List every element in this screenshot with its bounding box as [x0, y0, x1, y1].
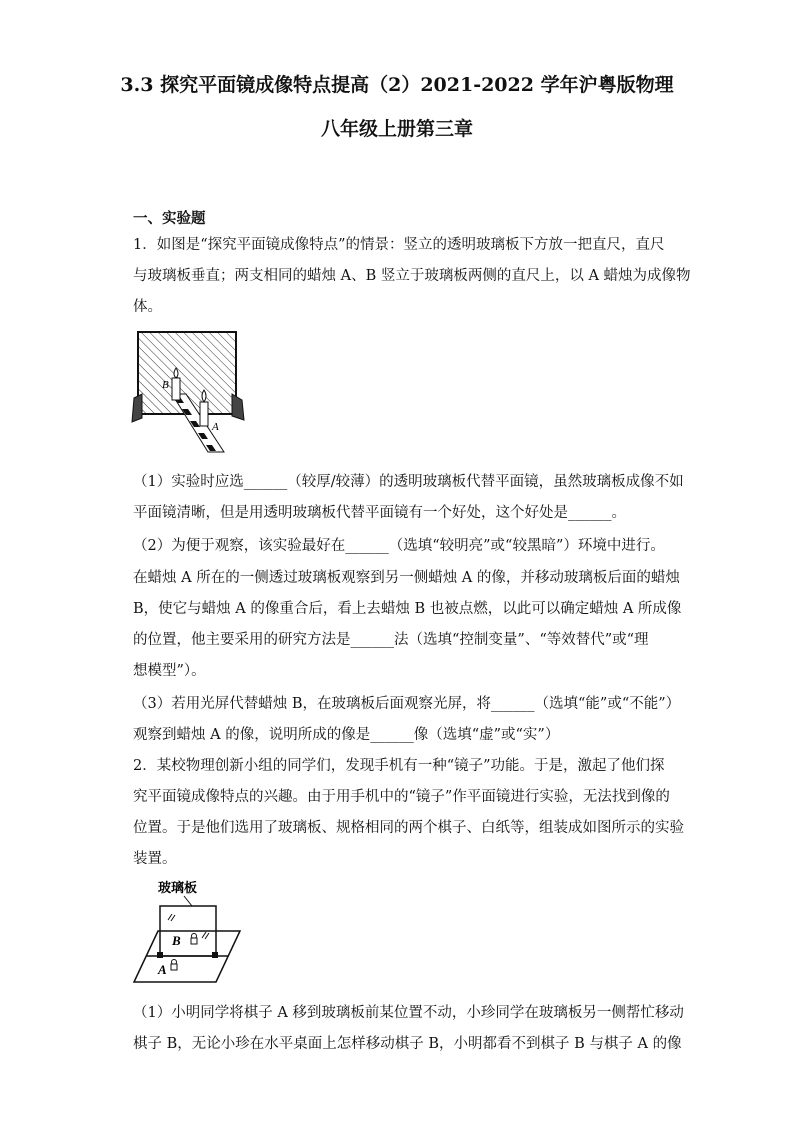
q1-stem-line: 1．如图是“探究平面镜成像特点”的情景：竖立的透明玻璃板下方放一把直尺，直尺	[133, 237, 665, 253]
label-leader	[184, 896, 192, 906]
q1-stem-line: 与玻璃板垂直；两支相同的蜡烛 A、B 竖立于玻璃板两侧的直尺上，以 A 蜡烛为成像物	[133, 268, 691, 284]
q2-stem-line: 究平面镜成像特点的兴趣。由于用手机中的“镜子”作平面镜进行实验，无法找到像的	[133, 789, 670, 805]
q1-part-line: 平面镜清晰，但是用透明玻璃板代替平面镜有一个好处，这个好处是______。	[133, 505, 626, 521]
chess-piece-a	[171, 960, 177, 971]
q2-stem-line: 位置。于是他们选用了玻璃板、规格相同的两个棋子、白纸等，组装成如图所示的实验	[133, 820, 684, 836]
glass-plate-label: 玻璃板	[158, 881, 198, 896]
section-heading: 一、实验题	[133, 210, 206, 227]
label-a: A	[212, 421, 219, 433]
left-support	[132, 394, 142, 422]
q2-stem-line: 2．某校物理创新小组的同学们，发现手机有一种“镜子”功能。于是，激起了他们探	[133, 758, 665, 774]
label-b: B	[162, 379, 169, 391]
page-title-line1: 3.3 探究平面镜成像特点提高（2）2021-2022 学年沪粤版物理	[120, 74, 674, 96]
q1-part-line: （3）若用光屏代替蜡烛 B，在玻璃板后面观察光屏，将______（选填“能”或“不能”）	[133, 696, 681, 712]
q1-part-line: 想模型”）。	[133, 663, 206, 679]
q2-stem-line: 装置。	[133, 851, 177, 867]
q1-part-line: （2）为便于观察，该实验最好在______（选填“较明亮”或“较黑暗”）环境中进行。	[133, 538, 665, 554]
q1-stem-line: 体。	[133, 299, 162, 315]
candle-mirror-figure	[128, 328, 258, 456]
right-support	[232, 394, 244, 420]
q1-part-line: （1）实验时应选______（较厚/较薄）的透明玻璃板代替平面镜，虽然玻璃板成像不如	[133, 474, 684, 490]
q1-part-line: 的位置，他主要采用的研究方法是______法（选填“控制变量”、“等效替代”或“理	[133, 632, 649, 648]
chess-mirror-figure	[132, 876, 244, 988]
q1-part-line: 在蜡烛 A 所在的一侧透过玻璃板观察到另一侧蜡烛 A 的像，并移动玻璃板后面的蜡烛	[133, 570, 680, 586]
label-a: A	[158, 962, 167, 977]
page-title-line2: 八年级上册第三章	[320, 118, 473, 140]
label-b: B	[172, 933, 181, 948]
q2-part-line: （1）小明同学将棋子 A 移到玻璃板前某位置不动，小珍同学在玻璃板另一侧帮忙移动	[133, 1005, 684, 1021]
q1-part-line: B，使它与蜡烛 A 的像重合后，看上去蜡烛 B 也被点燃，以此可以确定蜡烛 A 所成像	[133, 601, 682, 617]
q1-part-line: 观察到蜡烛 A 的像，说明所成的像是______像（选填“虚”或“实”）	[133, 727, 560, 743]
q2-part-line: 棋子 B，无论小珍在水平桌面上怎样移动棋子 B，小明都看不到棋子 B 与棋子 A 的像	[133, 1036, 682, 1052]
chess-piece-b	[191, 934, 197, 945]
